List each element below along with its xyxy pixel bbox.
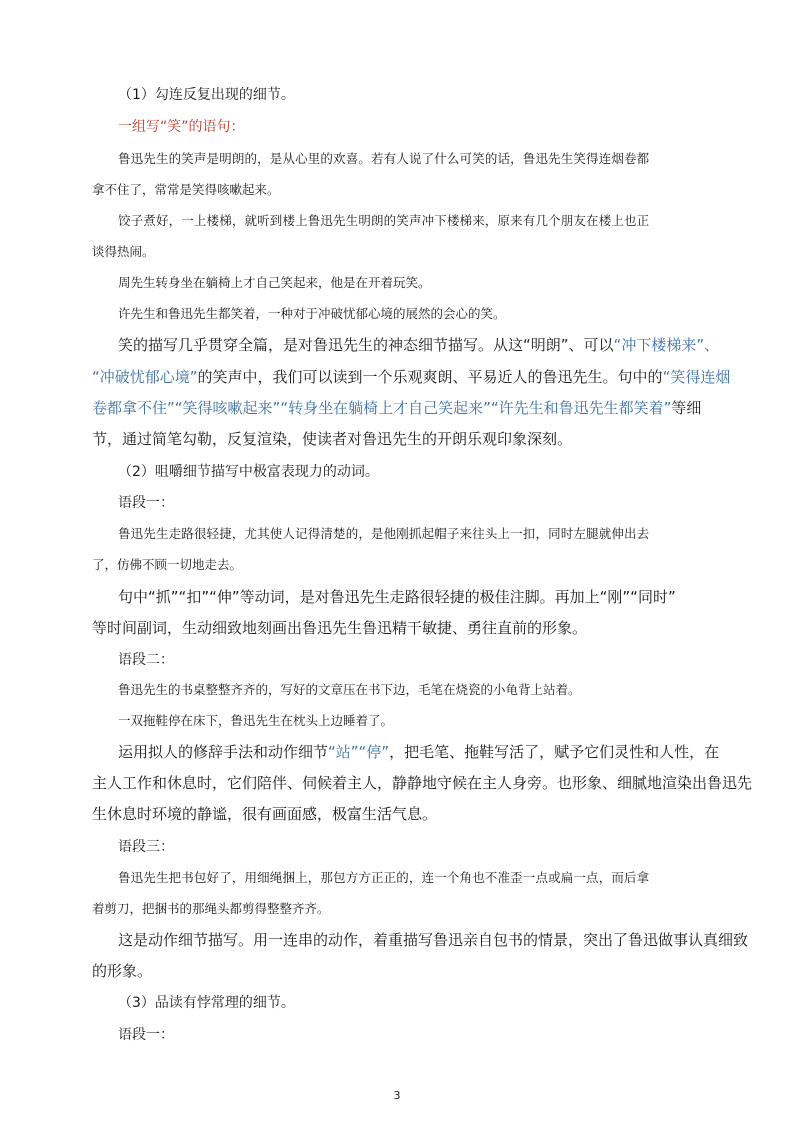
heading-3: （3）品读有悖常理的细节。: [118, 995, 295, 1011]
analysis-3-text: ，把毛笔、拖鞋写活了，赋予它们灵性和人性，在: [389, 743, 720, 761]
passage-label: 语段三：: [118, 839, 174, 855]
passage-1-line-1: 鲁迅先生走路很轻捷，尤其使人记得清楚的，是他刚抓起帽子来往头上一扣，同时左腿就伸出去: [118, 526, 650, 541]
laugh-quote-3: 周先生转身坐在躺椅上才自己笑起来，他是在开着玩笑。: [118, 275, 431, 290]
analysis-4-line-1: 这是动作细节描写。用一连串的动作，着重描写鲁迅亲自包书的情景，突出了鲁迅做事认真细致: [118, 931, 749, 949]
laugh-group-title: 一组写“笑”的语句：: [118, 119, 245, 135]
passage-label: 语段一：: [118, 1027, 174, 1043]
analysis-3-text: 运用拟人的修辞手法和动作细节: [118, 743, 329, 761]
analysis-1-highlight: “冲下楼梯来”、: [613, 336, 720, 354]
analysis-1-line-2: [92, 366, 730, 387]
passage-2-line-1: 鲁迅先生的书桌整整齐齐的，写好的文章压在书下边，毛笔在烧瓷的小龟背上站着。: [118, 682, 581, 697]
heading-2: （2）咀嚼细节描写中极富表现力的动词。: [118, 464, 379, 480]
passage-2-line-2: 一双拖鞋停在床下，鲁迅先生在枕头上边睡着了。: [118, 713, 394, 728]
laugh-quote-1-line-1: 鲁迅先生的笑声是明朗的，是从心里的欢喜。若有人说了什么可笑的话，鲁迅先生笑得连烟卷都: [118, 151, 650, 166]
analysis-1-text: 等细: [671, 399, 702, 417]
laugh-quote-1-line-2: 拿不住了，常常是笑得咳嗽起来。: [92, 182, 280, 197]
analysis-3-line-3: 生休息时环境的静谧，很有画面感，极富生活气息。: [92, 805, 438, 823]
page-number: 3: [393, 1089, 401, 1102]
analysis-2-line-1: 句中“抓”“扣”“伸”等动词，是对鲁迅先生走路很轻捷的极佳注脚。再加上“刚”“同时”: [118, 588, 676, 606]
analysis-3-highlight: “站”“停”: [328, 743, 390, 761]
heading-1: （1）勾连反复出现的细节。: [118, 87, 295, 103]
analysis-1-highlight: 卷都拿不住”: [92, 399, 175, 417]
analysis-1-highlight: “冲破忧郁心境”: [92, 368, 198, 386]
analysis-3-line-1: [118, 741, 719, 762]
analysis-1-line-3: [92, 397, 701, 418]
laugh-quote-2-line-1: 饺子煮好，一上楼梯，就听到楼上鲁迅先生明朗的笑声冲下楼梯来，原来有几个朋友在楼上也正: [118, 213, 650, 228]
analysis-1-text: 的笑声中，我们可以读到一个乐观爽朗、平易近人的鲁迅先生。句中的: [197, 368, 663, 386]
analysis-1-line-1: [118, 334, 719, 355]
laugh-quote-4: 许先生和鲁迅先生都笑着，一种对于冲破忧郁心境的展然的会心的笑。: [118, 306, 506, 321]
analysis-2-line-2: 等时间副词，生动细致地刻画出鲁迅先生鲁迅精干敏捷、勇往直前的形象。: [92, 619, 588, 637]
passage-label: 语段二：: [118, 652, 174, 668]
analysis-3-line-2: 主人工作和休息时，它们陪伴、伺候着主人，静静地守候在主人身旁。也形象、细腻地渲染出鲁迅先: [92, 774, 753, 792]
laugh-quote-2-line-2: 谈得热闹。: [92, 244, 155, 259]
passage-3-line-2: 着剪刀，把捆书的那绳头都剪得整整齐齐。: [92, 901, 330, 916]
analysis-1-line-4: 节，通过简笔勾勒，反复渲染，使读者对鲁迅先生的开朗乐观印象深刻。: [92, 430, 573, 448]
passage-label: 语段一：: [118, 495, 174, 511]
passage-3-line-1: 鲁迅先生把书包好了，用细绳捆上，那包方方正正的，连一个角也不准歪一点或扁一点，而后拿: [118, 870, 650, 885]
analysis-1-highlight: “笑得连烟: [662, 368, 731, 386]
analysis-1-text: 笑的描写几乎贯穿全篇，是对鲁迅先生的神态细节描写。从这“明朗”、可以: [118, 336, 614, 354]
analysis-4-line-2: 的形象。: [92, 962, 153, 980]
passage-1-line-2: 了，仿佛不顾一切地走去。: [92, 557, 243, 572]
analysis-1-highlight: “笑得咳嗽起来”“转身坐在躺椅上才自己笑起来”“许先生和鲁迅先生都笑着”: [174, 399, 672, 417]
